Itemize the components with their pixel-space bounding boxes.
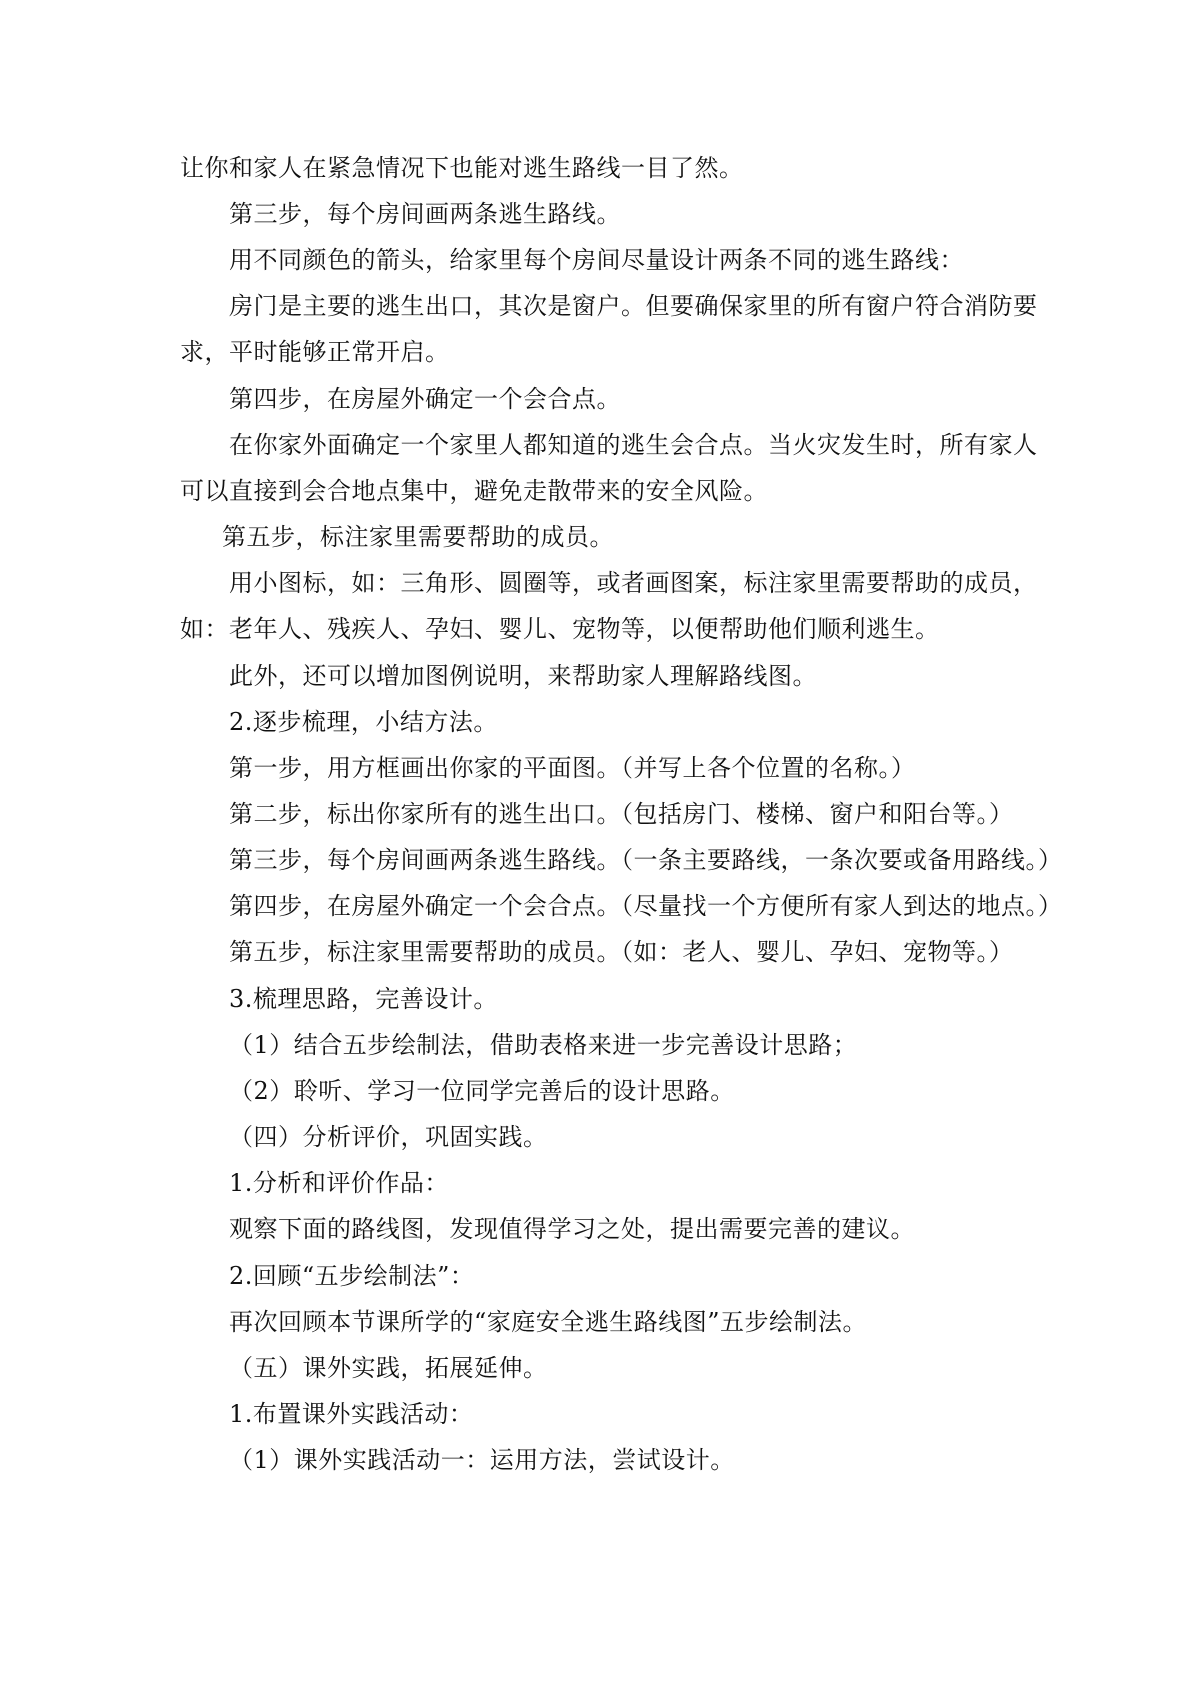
- step-heading: 第四步，在房屋外确定一个会合点。: [229, 385, 621, 413]
- section-heading: 1.分析和评价作品：: [229, 1169, 449, 1197]
- summary-step: 第一步，用方框画出你家的平面图。（并写上各个位置的名称。）: [229, 754, 916, 782]
- list-item: （1）课外实践活动一：运用方法，尝试设计。: [229, 1446, 735, 1474]
- paragraph-line: 此外，还可以增加图例说明，来帮助家人理解路线图。: [229, 662, 817, 690]
- paragraph-line: 在你家外面确定一个家里人都知道的逃生会合点。当火灾发生时，所有家人: [229, 431, 1038, 459]
- paragraph-line: 用小图标，如：三角形、圆圈等，或者画图案，标注家里需要帮助的成员，: [229, 569, 1038, 597]
- summary-step: 第五步，标注家里需要帮助的成员。（如：老人、婴儿、孕妇、宠物等。）: [229, 938, 1014, 966]
- paragraph-line: 求，平时能够正常开启。: [180, 338, 450, 366]
- section-heading: 2.逐步梳理，小结方法。: [229, 708, 498, 736]
- paragraph-line: 如：老年人、残疾人、孕妇、婴儿、宠物等，以便帮助他们顺利逃生。: [180, 615, 940, 643]
- paragraph-line: 再次回顾本节课所学的“家庭安全逃生路线图”五步绘制法。: [229, 1308, 868, 1336]
- section-heading: 2.回顾“五步绘制法”：: [229, 1262, 475, 1290]
- summary-step: 第二步，标出你家所有的逃生出口。（包括房门、楼梯、窗户和阳台等。）: [229, 800, 1014, 828]
- paragraph-line: 可以直接到会合地点集中，避免走散带来的安全风险。: [180, 477, 768, 505]
- chapter-heading: （四）分析评价，巩固实践。: [229, 1123, 548, 1151]
- paragraph-line: 房门是主要的逃生出口，其次是窗户。但要确保家里的所有窗户符合消防要: [229, 292, 1038, 320]
- paragraph-line: 观察下面的路线图，发现值得学习之处，提出需要完善的建议。: [229, 1215, 915, 1243]
- list-item: （2）聆听、学习一位同学完善后的设计思路。: [229, 1077, 735, 1105]
- step-heading: 第三步，每个房间画两条逃生路线。: [229, 200, 621, 228]
- section-heading: 1.布置课外实践活动：: [229, 1400, 474, 1428]
- step-heading: 第五步，标注家里需要帮助的成员。: [222, 523, 614, 551]
- chapter-heading: （五）课外实践，拓展延伸。: [229, 1354, 548, 1382]
- summary-step: 第三步，每个房间画两条逃生路线。（一条主要路线，一条次要或备用路线。）: [229, 846, 1063, 874]
- paragraph-line: 让你和家人在紧急情况下也能对逃生路线一目了然。: [180, 154, 744, 182]
- list-item: （1）结合五步绘制法，借助表格来进一步完善设计思路；: [229, 1031, 858, 1059]
- paragraph-line: 用不同颜色的箭头，给家里每个房间尽量设计两条不同的逃生路线：: [229, 246, 964, 274]
- summary-step: 第四步，在房屋外确定一个会合点。（尽量找一个方便所有家人到达的地点。）: [229, 892, 1063, 920]
- section-heading: 3.梳理思路，完善设计。: [229, 985, 498, 1013]
